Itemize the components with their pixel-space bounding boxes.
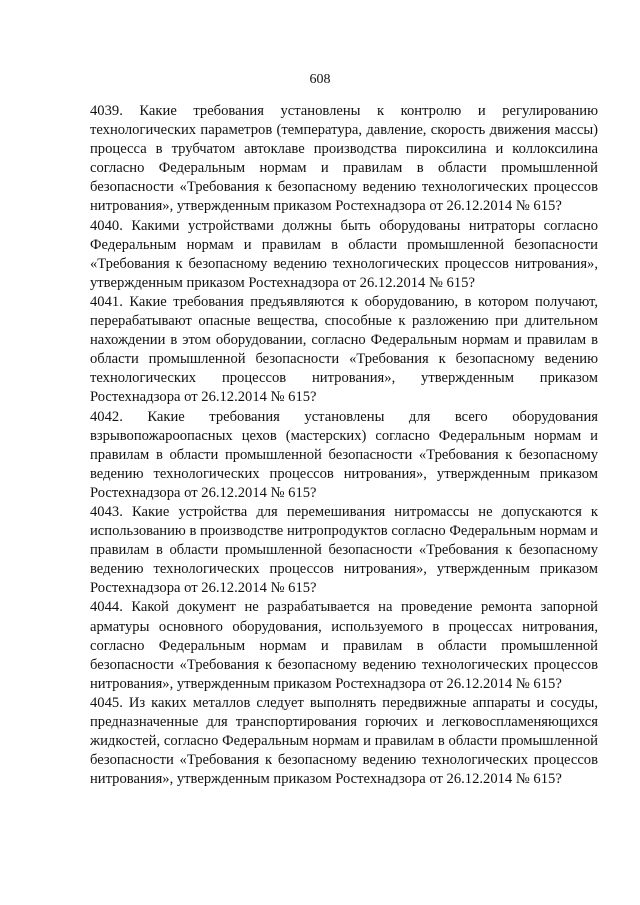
question-4044: 4044. Какой документ не разрабатывается на проведение ремонта запорной арматуры основного оборудования, используемого в процессах нитрования, согласно Федеральным нормам и правилам в области промышленной безопасности «Требования к безопасному ведению технологических процессов нитрования», утвержденным приказом Ростехнадзора от 26.12.2014 № 615? <box>90 599 598 692</box>
question-4040: 4040. Какими устройствами должны быть оборудованы нитраторы согласно Федеральным нормам и правилам в области промышленной безопасности «Требования к безопасному ведению технологических процессов нитрования», утвержденным приказом Ростехнадзора от 26.12.2014 № 615? <box>90 217 598 291</box>
question-4045: 4045. Из каких металлов следует выполнять передвижные аппараты и сосуды, предназначенные для транспортирования горючих и легковоспламеняющихся жидкостей, согласно Федеральным нормам и правилам в области промышленной безопасности «Требования к безопасному ведению технологических процессов нитрования», утвержденным приказом Ростехнадзора от 26.12.2014 № 615? <box>90 694 598 788</box>
question-4041: 4041. Какие требования предъявляются к оборудованию, в котором получают, перерабатывают опасные вещества, способные к разложению при длительном нахождении в этом оборудовании, согласно Федеральным нормам и правилам в области промышленной безопасности «Требования к безопасному ведению технологических процессов нитрования», утвержденным приказом Ростехнадзора от 26.12.2014 № 615? <box>90 293 598 406</box>
page-number: 608 <box>309 72 331 87</box>
question-4043: 4043. Какие устройства для перемешивания нитромассы не допускаются к использованию в производстве нитропродуктов согласно Федеральным нормам и правилам в области промышленной безопасности «Требования к безопасному ведению технологических процессов нитрования», утвержденным приказом Ростехнадзора от 26.12.2014 № 615? <box>90 503 598 597</box>
question-list <box>90 102 598 789</box>
question-4039: 4039. Какие требования установлены к контролю и регулированию технологических параметров (температура, давление, скорость движения массы) процесса в трубчатом автоклаве производства пироксилина и коллоксилина согласно Федеральным нормам и правилам в области промышленной безопасности «Требования к безопасному ведению технологических процессов нитрования», утвержденным приказом Ростехнадзора от 26.12.2014 № 615? <box>90 103 598 215</box>
question-4042: 4042. Какие требования установлены для всего оборудования взрывопожароопасных цехов (мастерских) согласно Федеральным нормам и правилам в области промышленной безопасности «Требования к безопасному ведению технологических процессов нитрования», утвержденным приказом Ростехнадзора от 26.12.2014 № 615? <box>90 408 598 501</box>
